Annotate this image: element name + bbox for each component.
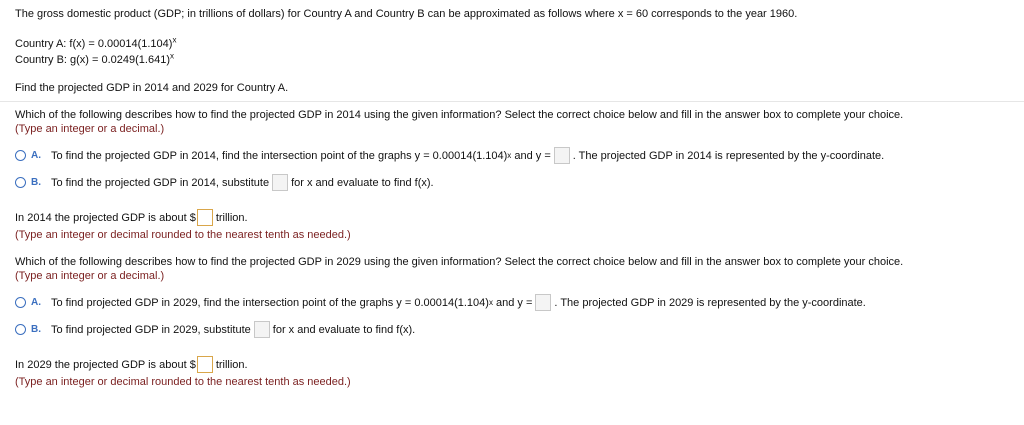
q2029-choice-a-input[interactable] — [535, 294, 551, 311]
function-a-exponent: x — [172, 35, 177, 45]
q2029-choice-a-letter: A. — [31, 297, 41, 308]
q2029-answer-hint: (Type an integer or decimal rounded to the nearest tenth as needed.) — [15, 376, 351, 388]
q2014-choice-b-text2: for x and evaluate to find f(x). — [291, 176, 434, 189]
q2014-answer-hint: (Type an integer or decimal rounded to the nearest tenth as needed.) — [15, 229, 351, 241]
q2029-choice-a-radio[interactable] — [15, 297, 26, 308]
q2014-choice-a-input[interactable] — [554, 147, 570, 164]
q2014-choice-a-text3: . The projected GDP in 2014 is represented by the y-coordinate. — [572, 149, 885, 162]
q2014-choice-a-text2: and y = — [511, 149, 551, 162]
q2029-choice-b-text1: To find projected GDP in 2029, substitute — [51, 323, 251, 336]
q2029-answer-input[interactable] — [197, 356, 213, 373]
function-b-exponent: x — [170, 51, 174, 61]
q2014-choice-b-radio[interactable] — [15, 177, 26, 188]
q2029-answer-prefix: In 2029 the projected GDP is about $ — [15, 358, 196, 371]
q2014-hint: (Type an integer or a decimal.) — [15, 123, 165, 135]
q2014-answer-input[interactable] — [197, 209, 213, 226]
q2029-choice-b[interactable] — [15, 321, 415, 338]
divider — [0, 101, 1024, 102]
q2014-answer-suffix: trillion. — [215, 211, 248, 224]
q2029-choice-b-letter: B. — [31, 324, 41, 335]
function-a — [15, 37, 176, 51]
function-b — [15, 53, 174, 67]
q2029-prompt: Which of the following describes how to find the projected GDP in 2029 using the given information? Select the correct choice below and fill in the answer box to complete your choice. — [15, 256, 904, 268]
q2029-answer-suffix: trillion. — [215, 358, 248, 371]
q2014-choice-b[interactable] — [15, 174, 434, 191]
q2029-choice-a[interactable]: A. To find projected GDP in 2029, find the intersection point of the graphs y = 0.00014(1.104) x and y = . The projected GDP in 2029 is represented by the y-coordinate. — [15, 294, 866, 311]
q2014-choice-b-input[interactable] — [272, 174, 288, 191]
q2029-answer — [15, 356, 248, 373]
q2014-choice-a-text1: To find the projected GDP in 2014, find the intersection point of the graphs y = 0.00014(1.104) — [51, 149, 508, 162]
q2029-choice-a-text3: . The projected GDP in 2029 is represented by the y-coordinate. — [554, 296, 866, 309]
q2014-prompt: Which of the following describes how to find the projected GDP in 2014 using the given information? Select the correct choice below and fill in the answer box to complete your choice. — [15, 109, 904, 121]
q2014-choice-b-letter: B. — [31, 177, 41, 188]
q2014-choice-b-text1: To find the projected GDP in 2014, substitute — [51, 176, 270, 189]
q2014-answer-prefix: In 2014 the projected GDP is about $ — [15, 211, 196, 224]
q2029-choice-b-text2: for x and evaluate to find f(x). — [272, 323, 416, 336]
q2014-choice-a-letter: A. — [31, 150, 41, 161]
function-a-text: Country A: f(x) = 0.00014(1.104) — [15, 38, 173, 50]
q2029-choice-a-text1: To find projected GDP in 2029, find the intersection point of the graphs y = 0.00014(1.104) — [51, 296, 489, 309]
function-b-text: Country B: g(x) = 0.0249(1.641) — [15, 54, 170, 66]
intro-text: The gross domestic product (GDP; in trillions of dollars) for Country A and Country B can be approximated as follows where x = 60 corresponds to the year 1960. — [15, 8, 798, 20]
q2029-choice-b-radio[interactable] — [15, 324, 26, 335]
q2029-choice-a-text2: and y = — [492, 296, 533, 309]
task-text: Find the projected GDP in 2014 and 2029 for Country A. — [15, 82, 289, 94]
q2014-choice-a-radio[interactable] — [15, 150, 26, 161]
q2014-choice-a[interactable]: A. To find the projected GDP in 2014, find the intersection point of the graphs y = 0.00014(1.104) x and y = . The projected GDP in 2014 is represented by the y-coordinate. — [15, 147, 884, 164]
q2029-hint: (Type an integer or a decimal.) — [15, 270, 165, 282]
q2029-choice-b-input[interactable] — [254, 321, 270, 338]
q2014-answer — [15, 209, 248, 226]
